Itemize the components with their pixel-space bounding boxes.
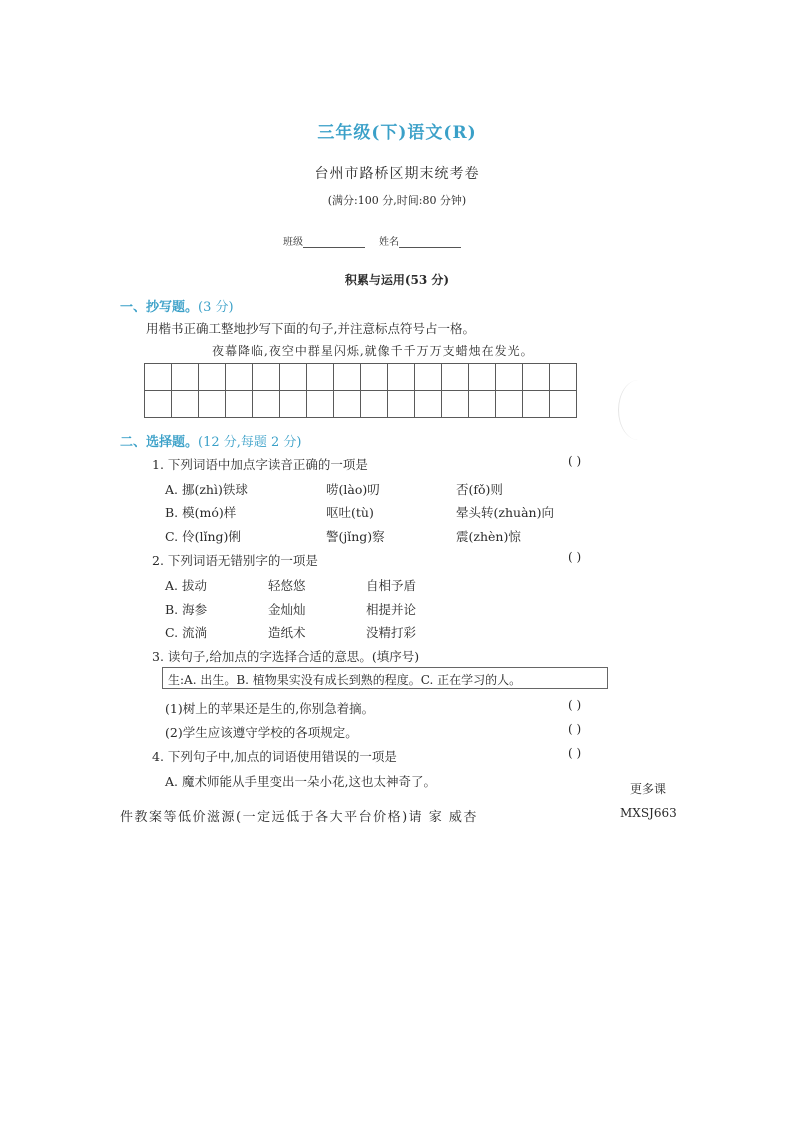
q3-item-1-paren[interactable]: ( )	[568, 698, 582, 712]
q2-option-b3: 相提并论	[366, 602, 417, 617]
q2-stem: 2. 下列词语无错别字的一项是	[152, 553, 318, 568]
q1-option-b3: 晕头转(zhuàn)向	[456, 505, 554, 520]
q2-option-c3: 没精打彩	[366, 625, 417, 640]
q1-option-b2: 呕吐(tù)	[326, 505, 374, 520]
exam-title: 台州市路桥区期末统考卷	[314, 166, 480, 182]
section1-instruction: 用楷书正确工整地抄写下面的句子,并注意标点符号占一格。	[146, 321, 475, 336]
q3-item-2-paren[interactable]: ( )	[568, 722, 582, 736]
section1-heading	[120, 296, 234, 315]
q2-option-a3: 自相予盾	[366, 578, 417, 593]
section1-title: 一、抄写题。	[120, 300, 199, 315]
q2-option-a1: A. 拔动	[165, 578, 207, 593]
q2-option-a2: 轻悠悠	[268, 578, 306, 593]
q1-option-a3: 否(fǒ)则	[456, 482, 503, 497]
section2-heading	[120, 431, 302, 450]
footer-line: 件教案等低价滋源(一定远低于各大平台价格)请 家 威杏	[120, 810, 478, 825]
footer-more: 更多课	[630, 782, 667, 796]
section2-title: 二、选择题。	[120, 435, 199, 450]
q1-stem: 1. 下列词语中加点字读音正确的一项是	[152, 457, 368, 472]
q3-stem: 3. 读句子,给加点的字选择合适的意思。(填序号)	[152, 649, 420, 664]
class-blank[interactable]	[303, 237, 365, 248]
q1-option-c2: 警(jǐng)察	[326, 529, 385, 544]
scan-shadow	[618, 380, 659, 440]
student-fields	[283, 233, 475, 248]
q3-meanings: 生:A. 出生。B. 植物果实没有成长到熟的程度。C. 正在学习的人。	[168, 673, 522, 687]
copy-sentence: 夜幕降临,夜空中群星闪烁,就像千千万万支蜡烛在发光。	[212, 344, 534, 358]
q1-option-a1: A. 挪(zhì)铁球	[165, 482, 248, 497]
section2-score: (12 分,每题 2 分)	[198, 435, 302, 450]
q1-option-a2: 唠(lào)叨	[326, 482, 380, 497]
q1-option-c3: 震(zhèn)惊	[456, 529, 521, 544]
q2-option-b1: B. 海参	[165, 602, 208, 617]
name-label: 姓名	[379, 237, 399, 248]
q1-option-c1: C. 伶(lǐng)俐	[165, 529, 241, 544]
class-label: 班级	[283, 237, 303, 248]
part-title: 积累与运用(53 分)	[344, 273, 450, 287]
section1-score: (3 分)	[198, 300, 234, 315]
q2-option-c1: C. 流淌	[165, 625, 208, 640]
name-blank[interactable]	[399, 237, 461, 248]
q1-option-b1: B. 模(mó)样	[165, 505, 237, 520]
q4-answer-paren[interactable]: ( )	[568, 746, 582, 760]
footer-code: MXSJ663	[620, 806, 677, 820]
q2-option-c2: 造纸术	[268, 625, 306, 640]
exam-meta: (满分:100 分,时间:80 分钟)	[327, 194, 467, 207]
q2-option-b2: 金灿灿	[268, 602, 306, 617]
q4-option-a: A. 魔术师能从手里变出一朵小花,这也太神奇了。	[165, 774, 436, 789]
q4-stem: 4. 下列句子中,加点的词语使用错误的一项是	[152, 749, 397, 764]
q3-item-2: (2)学生应该遵守学校的各项规定。	[165, 725, 358, 740]
q2-answer-paren[interactable]: ( )	[568, 550, 582, 564]
q1-answer-paren[interactable]: ( )	[568, 454, 582, 468]
q3-item-1: (1)树上的苹果还是生的,你别急着摘。	[165, 701, 375, 716]
grade-title: 三年级(下)语文(R)	[317, 123, 477, 143]
writing-grid[interactable]	[144, 363, 577, 418]
